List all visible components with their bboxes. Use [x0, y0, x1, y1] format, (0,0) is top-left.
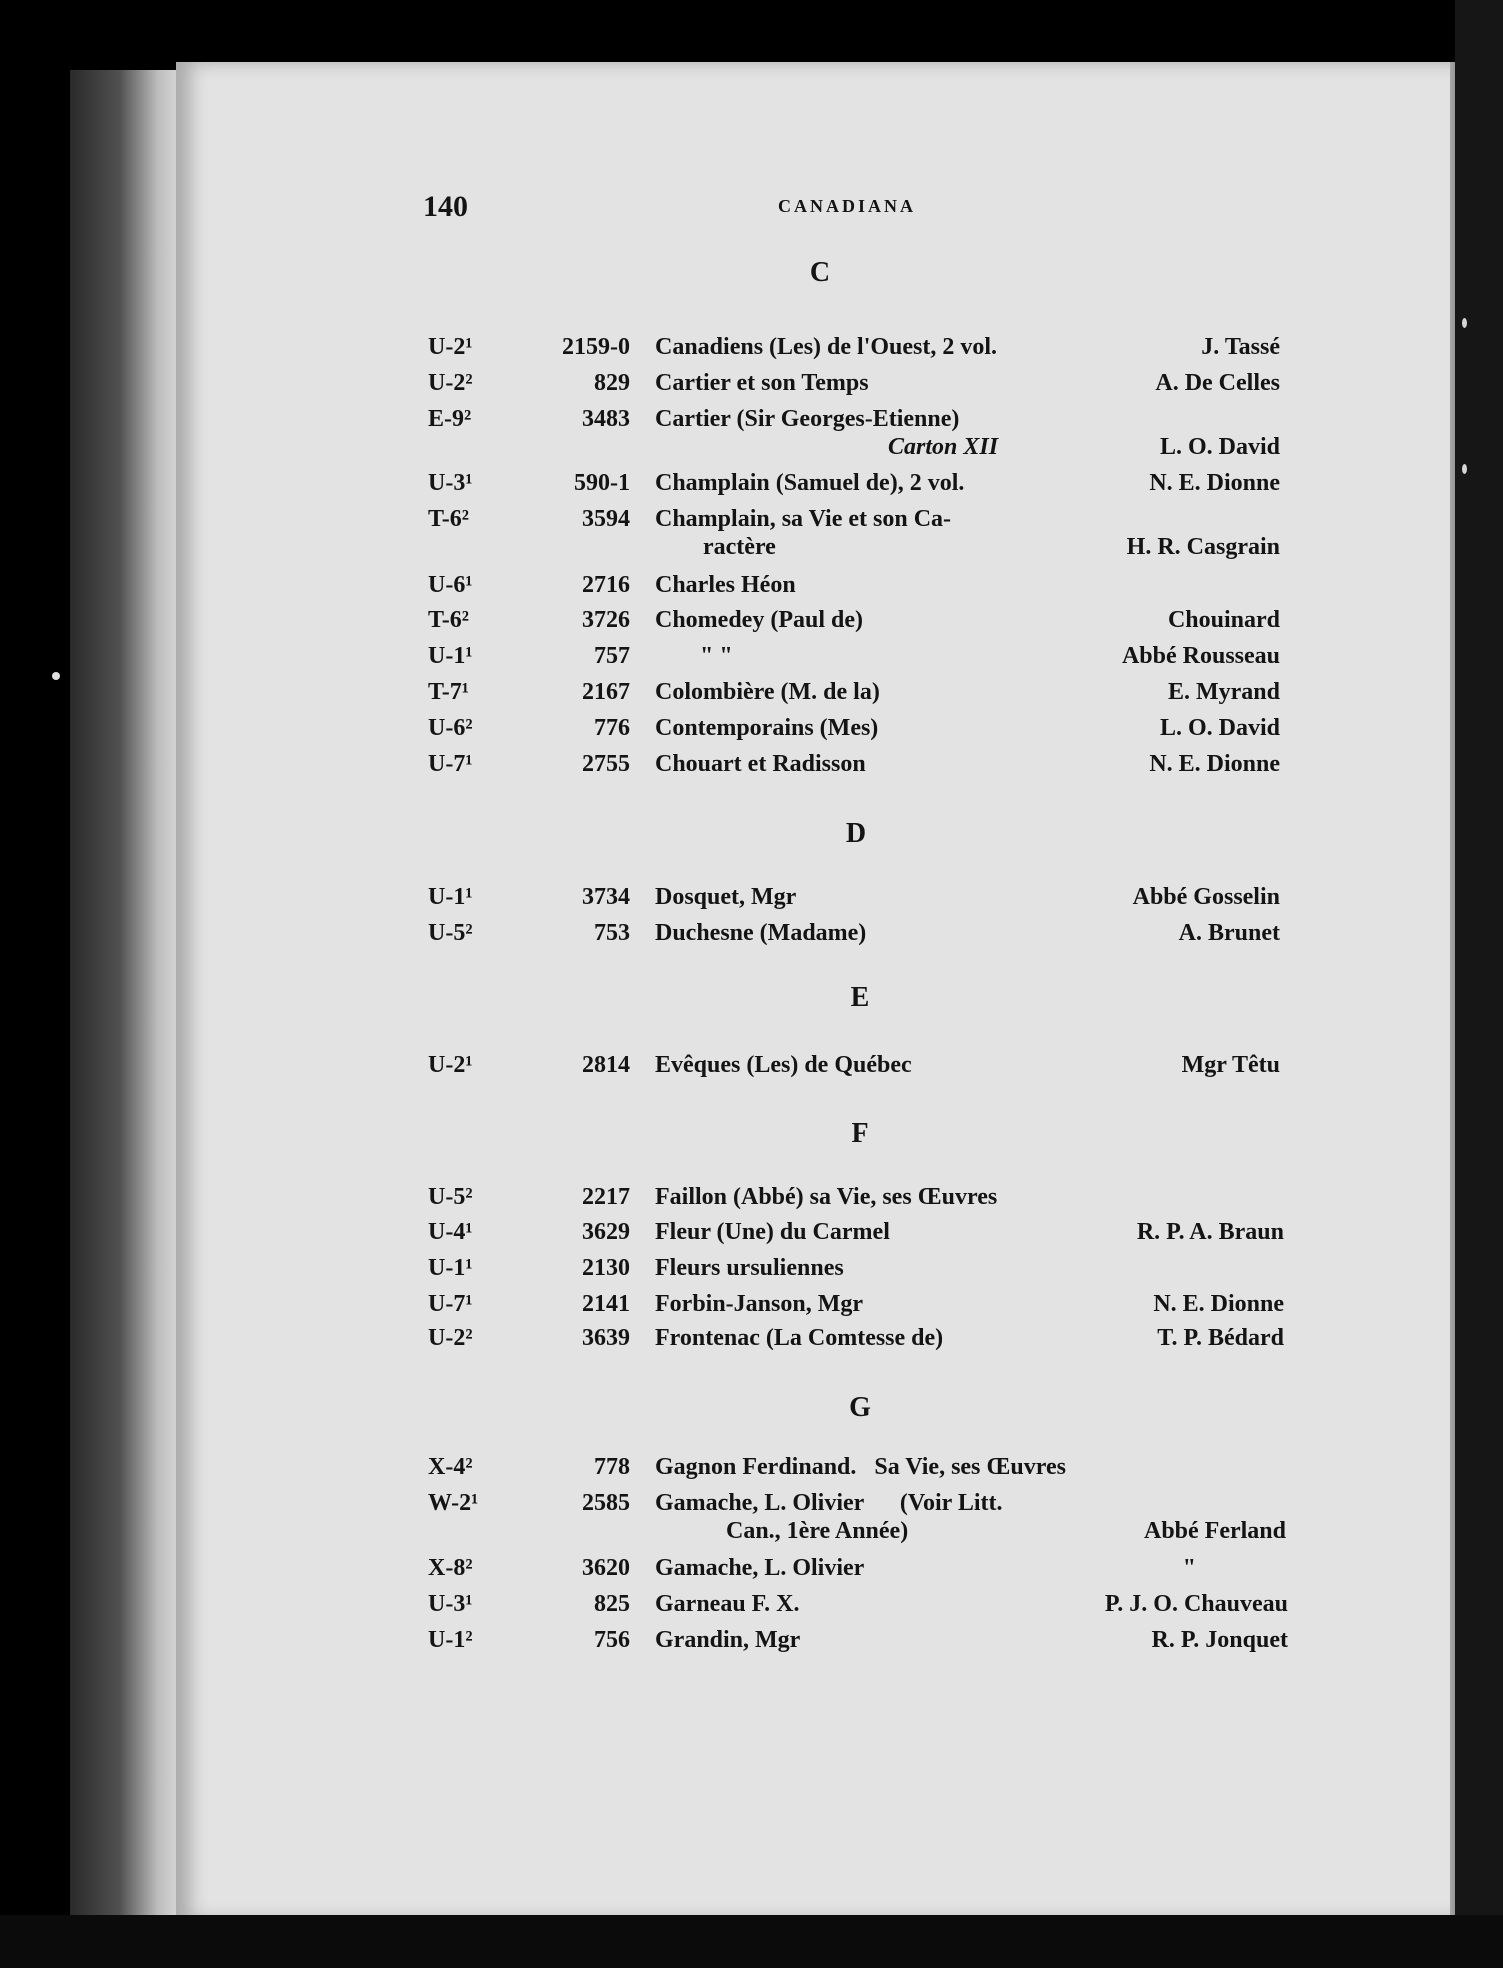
item-title: Dosquet, Mgr — [655, 884, 797, 910]
item-number: 2716 — [582, 572, 630, 598]
item-number: 3629 — [582, 1219, 630, 1245]
shelf-code: U-2¹ — [428, 1052, 473, 1078]
shelf-code: X-8² — [428, 1555, 473, 1581]
shelf-code: U-6¹ — [428, 572, 473, 598]
item-number: 3620 — [582, 1555, 630, 1581]
item-author: Abbé Ferland — [1143, 1518, 1286, 1544]
item-title: Frontenac (La Comtesse de) — [655, 1325, 944, 1351]
item-number: 2217 — [582, 1184, 630, 1210]
item-title: Chomedey (Paul de) — [655, 607, 863, 633]
item-title-line2: ractère — [703, 534, 776, 560]
item-author: R. P. A. Braun — [1136, 1219, 1284, 1245]
item-author: H. R. Casgrain — [1126, 534, 1280, 560]
shelf-code: E-9² — [428, 406, 472, 432]
running-head: CANADIANA — [778, 196, 916, 216]
section-letter-e: E — [850, 982, 870, 1013]
item-number: 2585 — [582, 1490, 630, 1516]
shelf-code: U-7¹ — [428, 1291, 473, 1317]
item-title-line2: Can., 1ère Année) — [726, 1518, 909, 1544]
shelf-code: U-3¹ — [428, 470, 473, 496]
item-author: J. Tassé — [1201, 334, 1280, 360]
item-title: Colombière (M. de la) — [655, 679, 880, 705]
item-author: Abbé Gosselin — [1132, 884, 1280, 910]
shelf-code: T-6² — [428, 506, 469, 532]
item-author: T. P. Bédard — [1157, 1325, 1284, 1351]
item-title: Fleurs ursuliennes — [655, 1255, 844, 1281]
item-author: P. J. O. Chauveau — [1104, 1591, 1288, 1617]
shelf-code: U-4¹ — [428, 1219, 473, 1245]
shelf-code: U-7¹ — [428, 751, 473, 777]
item-title: Faillon (Abbé) sa Vie, ses Œuvres — [655, 1184, 998, 1210]
item-number: 590-1 — [574, 470, 630, 496]
item-title: Charles Héon — [655, 572, 796, 598]
item-author: Mgr Têtu — [1181, 1052, 1280, 1078]
item-number: 3483 — [582, 406, 630, 432]
shelf-code: T-7¹ — [428, 679, 469, 705]
item-author: N. E. Dionne — [1149, 751, 1280, 777]
item-number: 2159-0 — [562, 334, 630, 360]
item-author: A. De Celles — [1155, 370, 1280, 396]
section-letter-f: F — [851, 1118, 869, 1149]
section-letter-g: G — [849, 1392, 871, 1423]
item-title-line2: Carton XII — [888, 434, 999, 460]
item-author: Abbé Rousseau — [1121, 643, 1280, 669]
shelf-code: U-1¹ — [428, 1255, 473, 1281]
shelf-code: U-5² — [428, 1184, 473, 1210]
item-title: Garneau F. X. — [655, 1591, 800, 1617]
page-number: 140 — [423, 190, 468, 223]
item-title: Forbin-Janson, Mgr — [655, 1291, 864, 1317]
item-title: Evêques (Les) de Québec — [655, 1052, 912, 1078]
item-title: Contemporains (Mes) — [655, 715, 879, 741]
shelf-code: U-1¹ — [428, 643, 473, 669]
item-author: E. Myrand — [1167, 679, 1280, 705]
shelf-code: U-2¹ — [428, 334, 473, 360]
item-author: L. O. David — [1159, 715, 1280, 741]
item-author: N. E. Dionne — [1149, 470, 1280, 496]
item-number: 3734 — [582, 884, 630, 910]
item-title: Cartier (Sir Georges-Etienne) — [655, 406, 960, 432]
item-title: Chouart et Radisson — [655, 751, 866, 777]
item-number: 756 — [594, 1627, 630, 1653]
item-title: Champlain (Samuel de), 2 vol. — [655, 470, 965, 496]
item-title: Duchesne (Madame) — [655, 920, 867, 946]
item-number: 829 — [594, 370, 630, 396]
item-number: 2130 — [582, 1255, 630, 1281]
item-title: Cartier et son Temps — [655, 370, 869, 396]
item-number: 3639 — [582, 1325, 630, 1351]
item-title: Champlain, sa Vie et son Ca- — [655, 506, 952, 532]
item-author: R. P. Jonquet — [1151, 1627, 1288, 1653]
shelf-code: U-6² — [428, 715, 473, 741]
section-letter-c: C — [809, 257, 831, 288]
item-title: Fleur (Une) du Carmel — [655, 1219, 890, 1245]
item-title: " " — [700, 643, 733, 669]
item-author: A. Brunet — [1178, 920, 1280, 946]
item-title: Grandin, Mgr — [655, 1627, 801, 1653]
item-number: 3594 — [582, 506, 630, 532]
item-number: 2167 — [582, 679, 630, 705]
shelf-code: X-4² — [428, 1454, 473, 1480]
item-title: Gamache, L. Olivier — [655, 1555, 865, 1581]
shelf-code: U-5² — [428, 920, 473, 946]
item-title: Canadiens (Les) de l'Ouest, 2 vol. — [655, 334, 998, 360]
item-number: 2755 — [582, 751, 630, 777]
item-number: 778 — [594, 1454, 630, 1480]
item-author: N. E. Dionne — [1153, 1291, 1284, 1317]
item-number: 2141 — [582, 1291, 630, 1317]
item-author: " — [1182, 1555, 1196, 1581]
item-title: Gagnon Ferdinand. Sa Vie, ses Œuvres — [655, 1454, 1066, 1480]
item-number: 776 — [594, 715, 630, 741]
item-title: Gamache, L. Olivier (Voir Litt. — [655, 1490, 1003, 1516]
shelf-code: W-2¹ — [428, 1490, 479, 1516]
shelf-code: T-6² — [428, 607, 469, 633]
item-author: Chouinard — [1167, 607, 1280, 633]
shelf-code: U-1² — [428, 1627, 473, 1653]
item-number: 753 — [594, 920, 630, 946]
section-letter-d: D — [845, 818, 867, 849]
item-number: 3726 — [582, 607, 630, 633]
shelf-code: U-3¹ — [428, 1591, 473, 1617]
shelf-code: U-2² — [428, 370, 473, 396]
shelf-code: U-2² — [428, 1325, 473, 1351]
shelf-code: U-1¹ — [428, 884, 473, 910]
item-number: 825 — [594, 1591, 630, 1617]
item-number: 757 — [594, 643, 630, 669]
item-author: L. O. David — [1159, 434, 1280, 460]
item-number: 2814 — [582, 1052, 630, 1078]
